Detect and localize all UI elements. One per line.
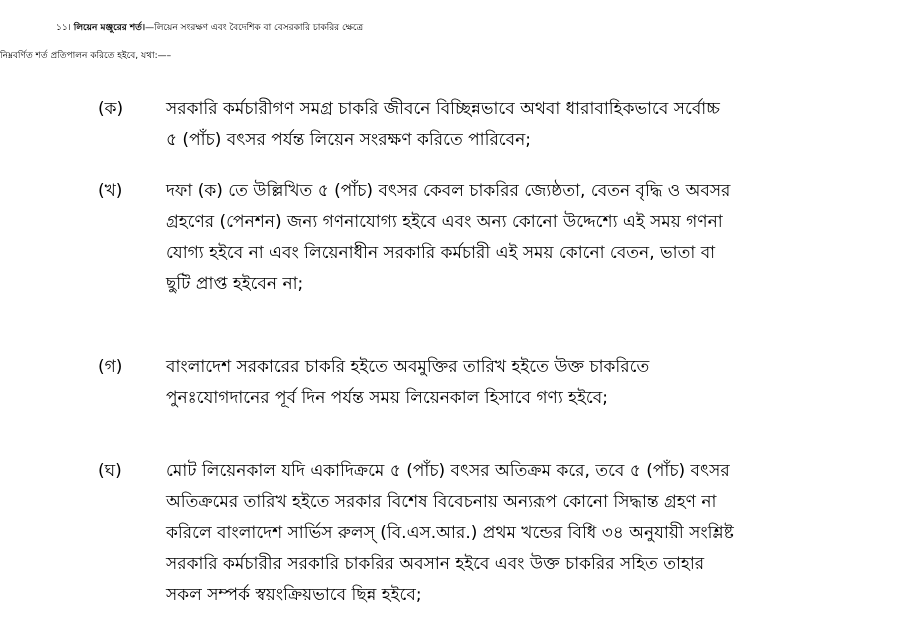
clause-line: পুনঃযোগদানের পূর্ব দিন পর্যন্ত সময় লিয়েনকাল হিসাবে গণ্য হইবে;	[166, 388, 608, 408]
clause-marker: (ঘ)	[98, 461, 122, 481]
rule-intro-line-1: —লিয়েন সংরক্ষণ এবং বৈদেশিক বা বেসরকারি চাকরির ক্ষেত্রে	[145, 23, 364, 33]
clause-line: সকল সম্পর্ক স্বয়ংক্রিয়ভাবে ছিন্ন হইবে;	[166, 585, 422, 605]
clause-line: ৫ (পাঁচ) বৎসর পর্যন্ত লিয়েন সংরক্ষণ করিতে পারিবেন;	[166, 130, 531, 150]
rule-heading-line	[0, 16, 917, 40]
clause-body	[166, 352, 888, 414]
clause-marker: (খ)	[98, 181, 123, 201]
clause-line: অতিক্রমের তারিখ হইতে সরকার বিশেষ বিবেচনায় অন্যরূপ কোনো সিদ্ধান্ত গ্রহণ না	[166, 492, 717, 512]
rule-intro-line-2: নিম্নবর্ণিত শর্ত প্রতিপালন করিতে হইবে, যথা:—–	[0, 51, 172, 61]
clause-ga	[98, 352, 888, 416]
clause-line: সরকারি কর্মচারীর সরকারি চাকরির অবসান হইবে এবং উক্ত চাকরির সহিত তাহার	[166, 554, 705, 574]
clause-line: যোগ্য হইবে না এবং লিয়েনাধীন সরকারি কর্মচারী এই সময় কোনো বেতন, ভাতা বা	[166, 243, 716, 263]
clause-line: দফা (ক) তে উল্লিখিত ৫ (পাঁচ) বৎসর কেবল চাকরির জ্যেষ্ঠতা, বেতন বৃদ্ধি ও অবসর	[166, 181, 731, 201]
rule-number: ১১।	[56, 23, 71, 33]
clause-line: মোট লিয়েনকাল যদি একাদিক্রমে ৫ (পাঁচ) বৎসর অতিক্রম করে, তবে ৫ (পাঁচ) বৎসর	[166, 461, 730, 481]
clause-body	[166, 176, 888, 300]
clause-line: বাংলাদেশ সরকারের চাকরি হইতে অবমুক্তির তারিখ হইতে উক্ত চাকরিতে	[166, 357, 650, 377]
clause-line: গ্রহণের (পেনশন) জন্য গণনাযোগ্য হইবে এবং অন্য কোনো উদ্দেশ্যে এই সময় গণনা	[166, 212, 723, 232]
clause-body	[166, 456, 888, 611]
rule-intro-line-2-row	[0, 44, 917, 68]
clause-gha	[98, 456, 888, 616]
clause-ka	[98, 94, 888, 158]
clause-marker: (ক)	[98, 99, 124, 119]
clause-line: করিলে বাংলাদেশ সার্ভিস রুলস্ (বি.এস.আর.) প্রথম খন্ডের বিধি ৩৪ অনুযায়ী সংশ্লিষ্ট	[166, 523, 734, 543]
clause-marker: (গ)	[98, 357, 123, 377]
clause-body	[166, 94, 888, 156]
clause-kha	[98, 176, 888, 302]
clause-line: সরকারি কর্মচারীগণ সমগ্র চাকরি জীবনে বিচ্ছিন্নভাবে অথবা ধারাবাহিকভাবে সর্বোচ্চ	[166, 99, 720, 119]
rule-title: লিয়েন মঞ্জুরের শর্ত।	[73, 23, 146, 33]
clause-line: ছুটি প্রাপ্ত হইবেন না;	[166, 274, 304, 294]
